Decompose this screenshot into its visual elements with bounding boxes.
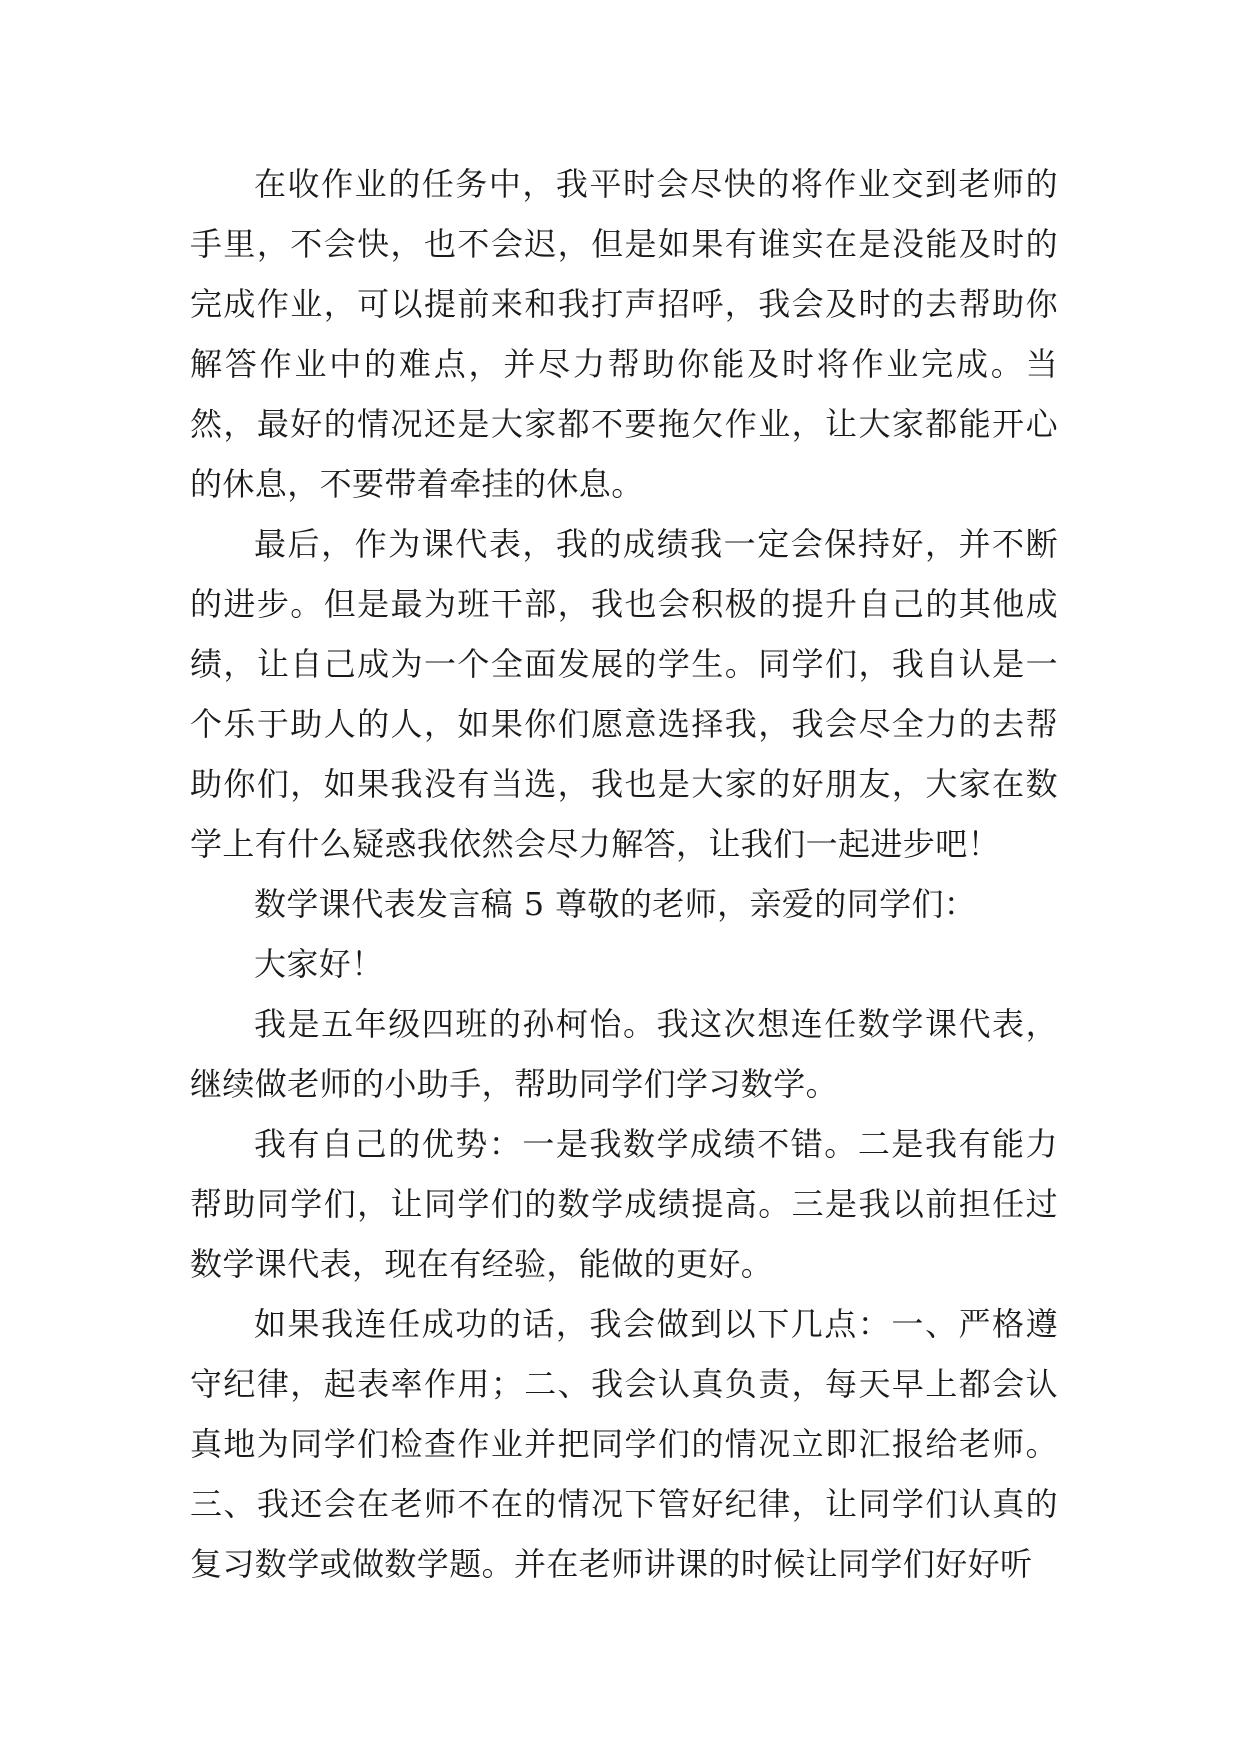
greeting-paragraph: 大家好！ (254, 945, 384, 983)
paragraph: 在收作业的任务中，我平时会尽快的将作业交到老师的手里，不会快，也不会迟，但是如果有谁实在是没能及时的完成作业，可以提前来和我打声招呼，我会及时的去帮助你解答作业中的难点，并尽力帮助你能及时将作业完成。当然，最好的情况还是大家都不要拖欠作业，让大家都能开心的休息，不要带着牵挂的休息。 (190, 165, 1058, 503)
document-body (190, 154, 1058, 1594)
paragraph: 我有自己的优势：一是我数学成绩不错。二是我有能力帮助同学们，让同学们的数学成绩提高。三是我以前担任过数学课代表，现在有经验，能做的更好。 (190, 1125, 1058, 1283)
speech-heading-paragraph: 数学课代表发言稿 5 尊敬的老师，亲爱的同学们： (254, 885, 977, 923)
paragraph: 如果我连任成功的话，我会做到以下几点：一、严格遵守纪律，起表率作用；二、我会认真负责，每天早上都会认真地为同学们检查作业并把同学们的情况立即汇报给老师。三、我还会在老师不在的情况下管好纪律，让同学们认真的复习数学或做数学题。并在老师讲课的时候让同学们好好听 (190, 1305, 1058, 1583)
paragraph: 最后，作为课代表，我的成绩我一定会保持好，并不断的进步。但是最为班干部，我也会积极的提升自己的其他成绩，让自己成为一个全面发展的学生。同学们，我自认是一个乐于助人的人，如果你们愿意选择我，我会尽全力的去帮助你们，如果我没有当选，我也是大家的好朋友，大家在数学上有什么疑惑我依然会尽力解答，让我们一起进步吧！ (190, 525, 1058, 863)
paragraph: 我是五年级四班的孙柯怡。我这次想连任数学课代表，继续做老师的小助手，帮助同学们学习数学。 (190, 1005, 1058, 1103)
